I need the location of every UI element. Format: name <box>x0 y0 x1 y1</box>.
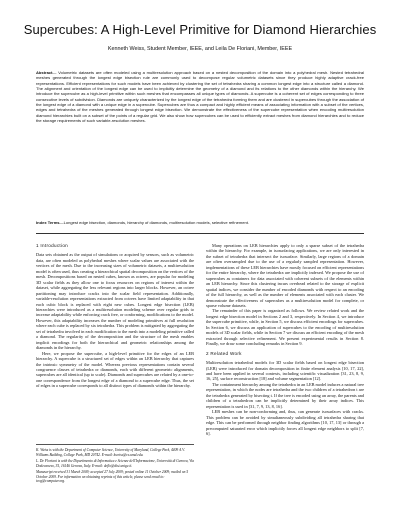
body-paragraph: The remainder of this paper is organized as follows. We review related work and the longest edge bisection model in Sections 2 and 3, respectively. In Section 4, we introduce the supercube primitive, while, in Section 5, we discuss efficient encodings for supercubes. In Section 6, we discuss an application of supercubes to the encoding of multiresolution models of 3D scalar fields, while in Section 7 we discuss an efficient encoding of the mesh extracted through selective refinement. We present experimental results in Section 8. Finally, we draw some concluding remarks in Section 9. <box>206 308 364 347</box>
left-column <box>36 243 194 389</box>
abstract <box>36 70 364 123</box>
body-paragraph: Multiresolution tetrahedral models for 3D scalar fields based on longest edge bisection (LEB) were introduced for domain decomposition in finite element analysis [10, 17, 22], and have been applied in several contexts, including scientific visualization [31, 23, 8, 9, 16, 25], surface reconstruction [18] and volume segmentation [12]. <box>206 360 364 382</box>
abstract-label: Abstract <box>36 70 53 75</box>
footnotes <box>36 444 194 486</box>
footnote: Manuscript received 31 March 2009; accepted 27 July 2009; posted online 11 October 2009; mailed on 5 October 2009. For information on obtaining reprints of this article, please send email to: tvcg@computer.org. <box>36 470 189 484</box>
index-terms-text: —Longest edge bisection, diamonds, hierarchy of diamonds, multiresolution models, selective refinement. <box>59 220 249 225</box>
body-paragraph: The containment hierarchy among the tetrahedra in an LEB model induces a natural tree representation, in which the nodes are tetrahedra and the two children of a tetrahedron t are the tetrahedra generated by bisecting t. If the tree is encoded using an array, the parents and children of a tetrahedron can be implicitly determined by their array indices. This representation is used in [31, 7, 9, 13, 8, 16]. <box>206 381 364 409</box>
paper-authors: Kenneth Weiss, Student Member, IEEE, and Leila De Floriani, Member, IEEE <box>107 46 293 52</box>
section-heading-related-work: 2 Related Work <box>206 350 242 356</box>
footnote: K. Weiss is with the Department of Computer Science, University of Maryland, College Park, 4409 A.V. Williams Building, College Park, MD 20742. E-mail: kweiss@cs.umd.edu. <box>36 448 185 457</box>
body-paragraph: Many operations on LEB hierarchies apply to only a sparse subset of the tetrahedra within the hierarchy. For example, in isosurfacing applications, we are only interested in the subset of tetrahedra that intersect the isosurface. Similarly, large regions of a domain are often oversampled due to the use of a regularly sampled representation. However, implementations of these LEB hierarchies have mostly focused on efficient representations for the entire hierarchy, where the tetrahedra are implicitly indexed. We propose the use of supercubes as containers for data associated with coherent subsets of the elements within an LEB hierarchy. Since this clustering incurs overhead related to the storage of explicit spatial indices, we consider the number of encoded diamonds with respect to an encoding of the full hierarchy, as well as the number of elements associated with each cluster. We demonstrate the effectiveness of supercubes as a multiresolution model for complete, or sparse volume datasets. <box>206 243 364 308</box>
section-heading-introduction: 1 Introduction <box>36 243 69 248</box>
header-divider <box>36 233 364 234</box>
body-paragraph: Data sets obtained as the output of simulations or acquired by sensors, such as volumetric data, are often modeled as polyhedral meshes where scalar values are associated with the vertices of the mesh. Due to the increasing sizes of volumetric datasets, a multiresolution model is often used, thus creating a hierarchical spatial decomposition on the vertices of the mesh. Decompositions based on nested cubes, known as octrees, are popular for modeling 3D scalar fields as they allow one to focus resources on regions of interest within the dataset, while aggregating the less relevant regions into larger blocks. However, an octree partitioning may introduce cracks into the scalar field representation. Additionally, variable-resolution representations extracted from octrees have limited adaptability in that each cubic block is replaced with eight new cubes. Longest edge bisection (LEB) hierarchies were introduced as a multiresolution modeling scheme over regular grids to increase adaptability while enforcing crack free, or conforming, modifications to the model. However, this adaptability increases the number of modeling primitives at full resolution where each cube is replaced by six tetrahedra. This problem is mitigated by aggregating the set of tetrahedra involved in each modification to the mesh into a modeling primitive called a diamond. The regularity of the decomposition and the structure of the mesh enables implicit encodings for both the hierarchical and geometric relationships among the diamonds in the hierarchy. <box>36 252 194 351</box>
right-column <box>206 243 364 436</box>
index-terms <box>36 220 364 225</box>
paper-title: Supercubes: A High-Level Primitive for Diamond Hierarchies <box>23 22 377 37</box>
index-terms-label: Index Terms <box>36 220 60 225</box>
body-paragraph: LEB meshes can be non-conforming and, thus, can generate isosurfaces with cracks. This problem can be avoided by simultaneously subdividing all tetrahedra sharing that edge. This can be performed through neighbor finding algorithms [10, 17, 13] or through a precomputed saturated error which implicitly forces all longest edge neighbors to split [7, 6]. <box>206 409 364 436</box>
abstract-text: — Volumetric datasets are often modeled using a multiresolution approach based on a nested decomposition of the domain into a polyhedral mesh. Nested tetrahedral meshes generated through the longest edge bisection rule are commonly used to decompose regular volumetric datasets since they produce highly adaptive crack-free representations. Efficient representations for such models have been achieved by clustering the set of tetrahedra sharing a common longest edge into a structure called a diamond. The alignment and orientation of the longest edge can be used to implicitly determine the geometry of a diamond and its relations to the other diamonds within the hierarchy. We introduce the supercube as a high-level primitive within such meshes that encompasses all unique types of diamonds. A supercube is a coherent set of edges corresponding to three consecutive levels of subdivision. Diamonds are uniquely characterized by the longest edge of the tetrahedra forming them and are clustered in supercubes through the association of the longest edge of a diamond with a unique edge in a supercube. Supercubes are thus a compact and highly efficient means of associating information with a subset of the vertices, edges and tetrahedra of the meshes generated through longest edge bisection. We demonstrate the effectiveness of the supercube representation when encoding multiresolution diamond hierarchies built on a subset of the points of a regular grid. We also show how supercubes can be used to efficiently extract meshes from diamond hierarchies and to reduce the storage requirements of such variable-resolution meshes. <box>36 70 364 124</box>
body-paragraph: Here, we propose the supercube, a high-level primitive for the edges of an LEB hierarchy. A supercube is a structured set of edges within an LEB hierarchy that captures the intrinsic symmetry of the model. Whereas previous representations contain several congruence classes of tetrahedra or diamonds, each with different geometric alignments, supercubes are all identical (up to scale). Diamonds and supercubes are related by a one-to-one correspondence from the longest edge of a diamond to a supercube edge. Thus, the set of edges in a supercube corresponds to all distinct types of diamonds within the hierarchy. <box>36 350 194 389</box>
footnote: L. De Floriani is with the Dipartimento di Informatica e Scienze dell'Informazione, Università di Genova, Via Dodecaneso, 35, 16146 Genova, Italy. E-mail: deflo@disi.unige.it. <box>36 459 195 468</box>
